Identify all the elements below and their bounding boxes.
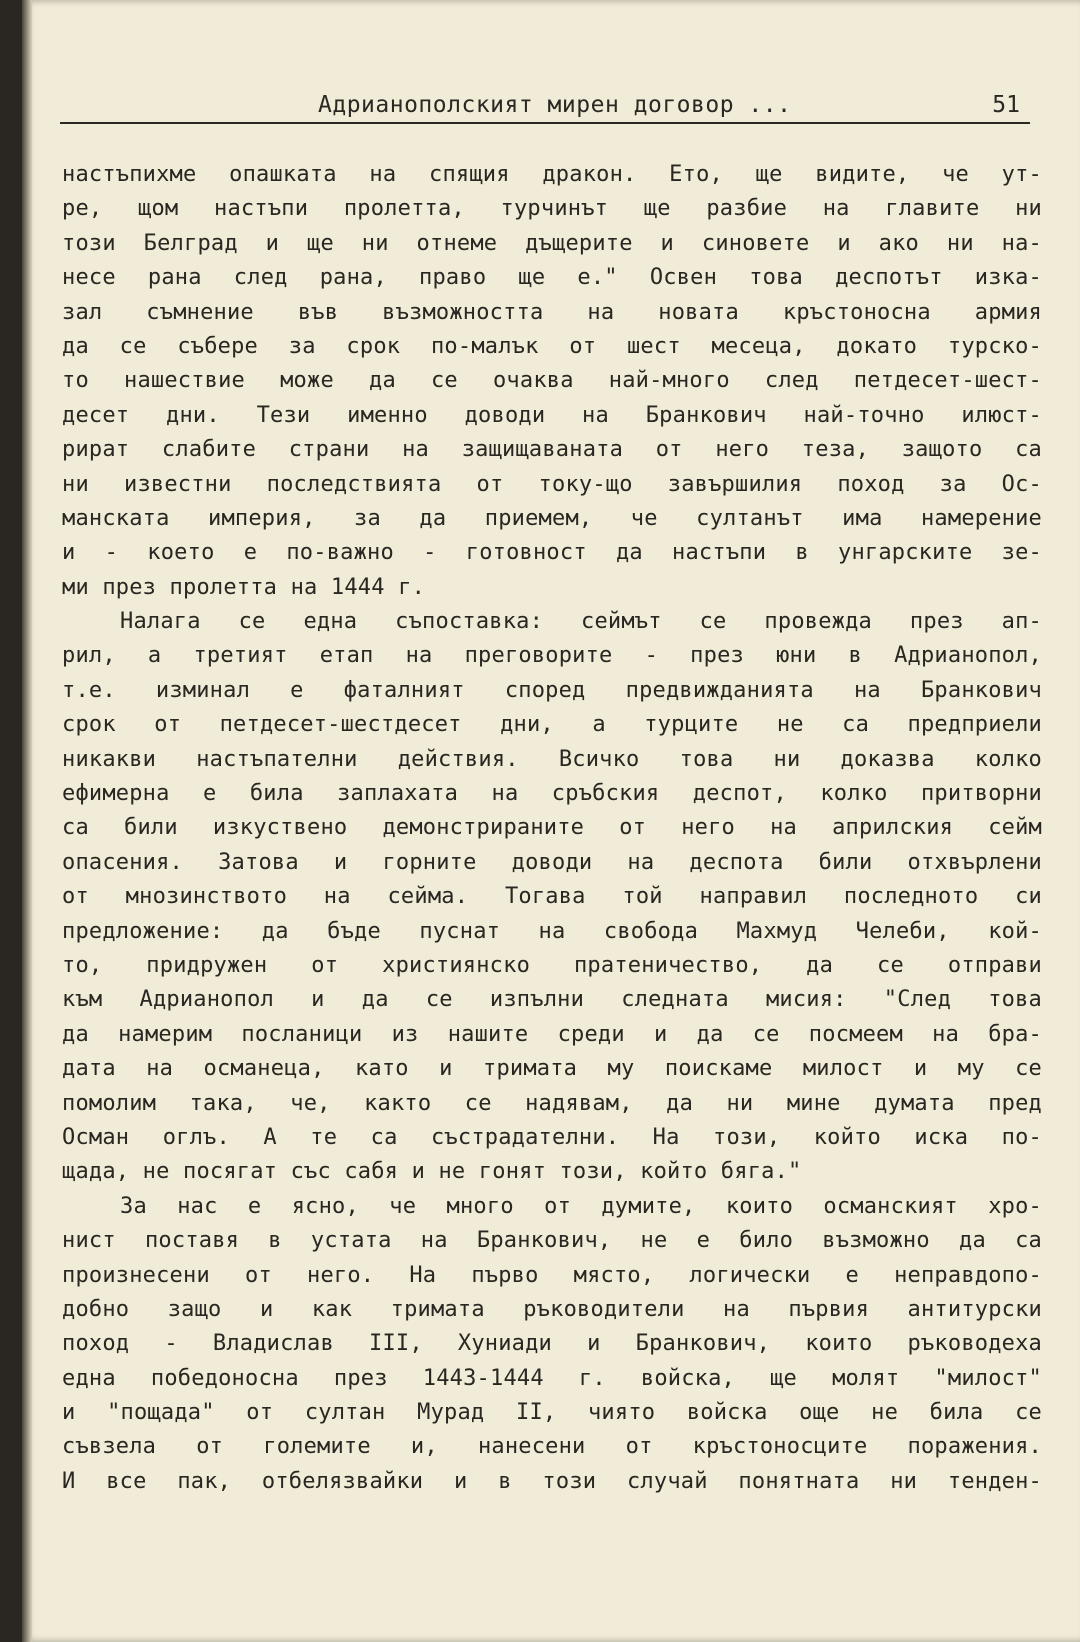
text-line: ефимерна е била заплахата на сръбския деспот, колко притворни [62,781,1042,807]
document-page [22,0,1080,1642]
text-line: И все пак, отбелязвайки и в този случай понятната ни тенден- [62,1468,1042,1494]
text-line: нист поставя в устата на Бранкович, не е било възможно да са [62,1228,1042,1254]
text-line: да се събере за срок по-малък от шест месеца, докато турско- [62,333,1042,359]
text-line: то нашествие може да се очаква най-много след петдесет-шест- [62,368,1042,394]
page-number: 51 [992,92,1020,118]
text-line: щада, не посягат със сабя и не гонят този, който бяга." [62,1159,802,1185]
text-line: една победоносна през 1443-1444 г. войска, ще молят "милост" [62,1365,1042,1391]
text-line: от мнозинството на сейма. Тогава той направил последното си [62,884,1042,910]
text-line: Осман оглъ. А те са състрадателни. На този, който иска по- [62,1124,1042,1150]
text-line: ни известни последствията от току-що завършилия поход за Ос- [62,471,1042,497]
text-line: са били изкуствено демонстрираните от него на априлския сейм [62,815,1042,841]
text-line: ми през пролетта на 1444 г. [62,574,426,600]
text-line: рил, а третият етап на преговорите - през юни в Адрианопол, [62,643,1042,669]
text-line: и - което е по-важно - готовност да настъпи в унгарските зе- [62,540,1042,566]
text-line: рират слабите страни на защищаваната от него теза, защото са [62,437,1042,463]
text-line: към Адрианопол и да се изпълни следната мисия: "След това [62,987,1042,1013]
text-line: срок от петдесет-шестдесет дни, а турците не са предприели [62,712,1042,738]
text-line: манската империя, за да приемем, че султанът има намерение [62,505,1042,531]
text-line: настъпихме опашката на спящия дракон. Ето, ще видите, че ут- [62,162,1042,187]
text-line: несе рана след рана, право ще е." Освен това деспотът изка- [62,265,1042,291]
text-line: т.е. изминал е фаталният според предвижданията на Бранкович [62,677,1042,703]
header-title: Адрианополският мирен договор ... [318,92,792,118]
text-line: съвзела от големите и, нанесени от кръстоносците поражения. [62,1434,1042,1460]
text-line: опасения. Затова и горните доводи на деспота били отхвърлени [62,849,1042,875]
text-line: добно защо и как тримата ръководители на първия антитурски [62,1296,1042,1322]
text-line: този Белград и ще ни отнеме дъщерите и синовете и ако ни на- [62,230,1042,256]
text-line: зал съмнение във възможността на новата кръстоносна армия [62,299,1042,325]
text-line: ре, щом настъпи пролетта, турчинът ще разбие на главите ни [62,196,1042,222]
text-line: то, придружен от християнско пратеничество, да се отправи [62,952,1042,978]
text-line: да намерим посланици из нашите среди и да се посмеем на бра- [62,1021,1042,1047]
text-line: произнесени от него. На първо място, логически е неправдопо- [62,1262,1042,1288]
body-text [62,158,1042,1499]
text-line: никакви настъпателни действия. Всичко това ни доказва колко [62,746,1042,772]
text-line: десет дни. Тези именно доводи на Бранкович най-точно илюст- [62,402,1042,428]
scan-binding-edge [22,0,32,1642]
running-header [60,88,1030,124]
text-line: предложение: да бъде пуснат на свобода Махмуд Челеби, кой- [62,918,1042,944]
text-line: помолим така, че, както се надявам, да ни мине думата пред [62,1090,1042,1116]
text-line: Налага се една съпоставка: сеймът се провежда през ап- [120,609,1042,635]
text-line: дата на османеца, като и тримата му поискаме милост и му се [62,1056,1042,1082]
text-line: и "пощада" от султан Мурад II, чиято войска още не била се [62,1400,1042,1426]
text-line: поход - Владислав III, Хуниади и Бранкович, които ръководеха [62,1331,1042,1357]
text-line: За нас е ясно, че много от думите, които османският хро- [120,1193,1042,1219]
